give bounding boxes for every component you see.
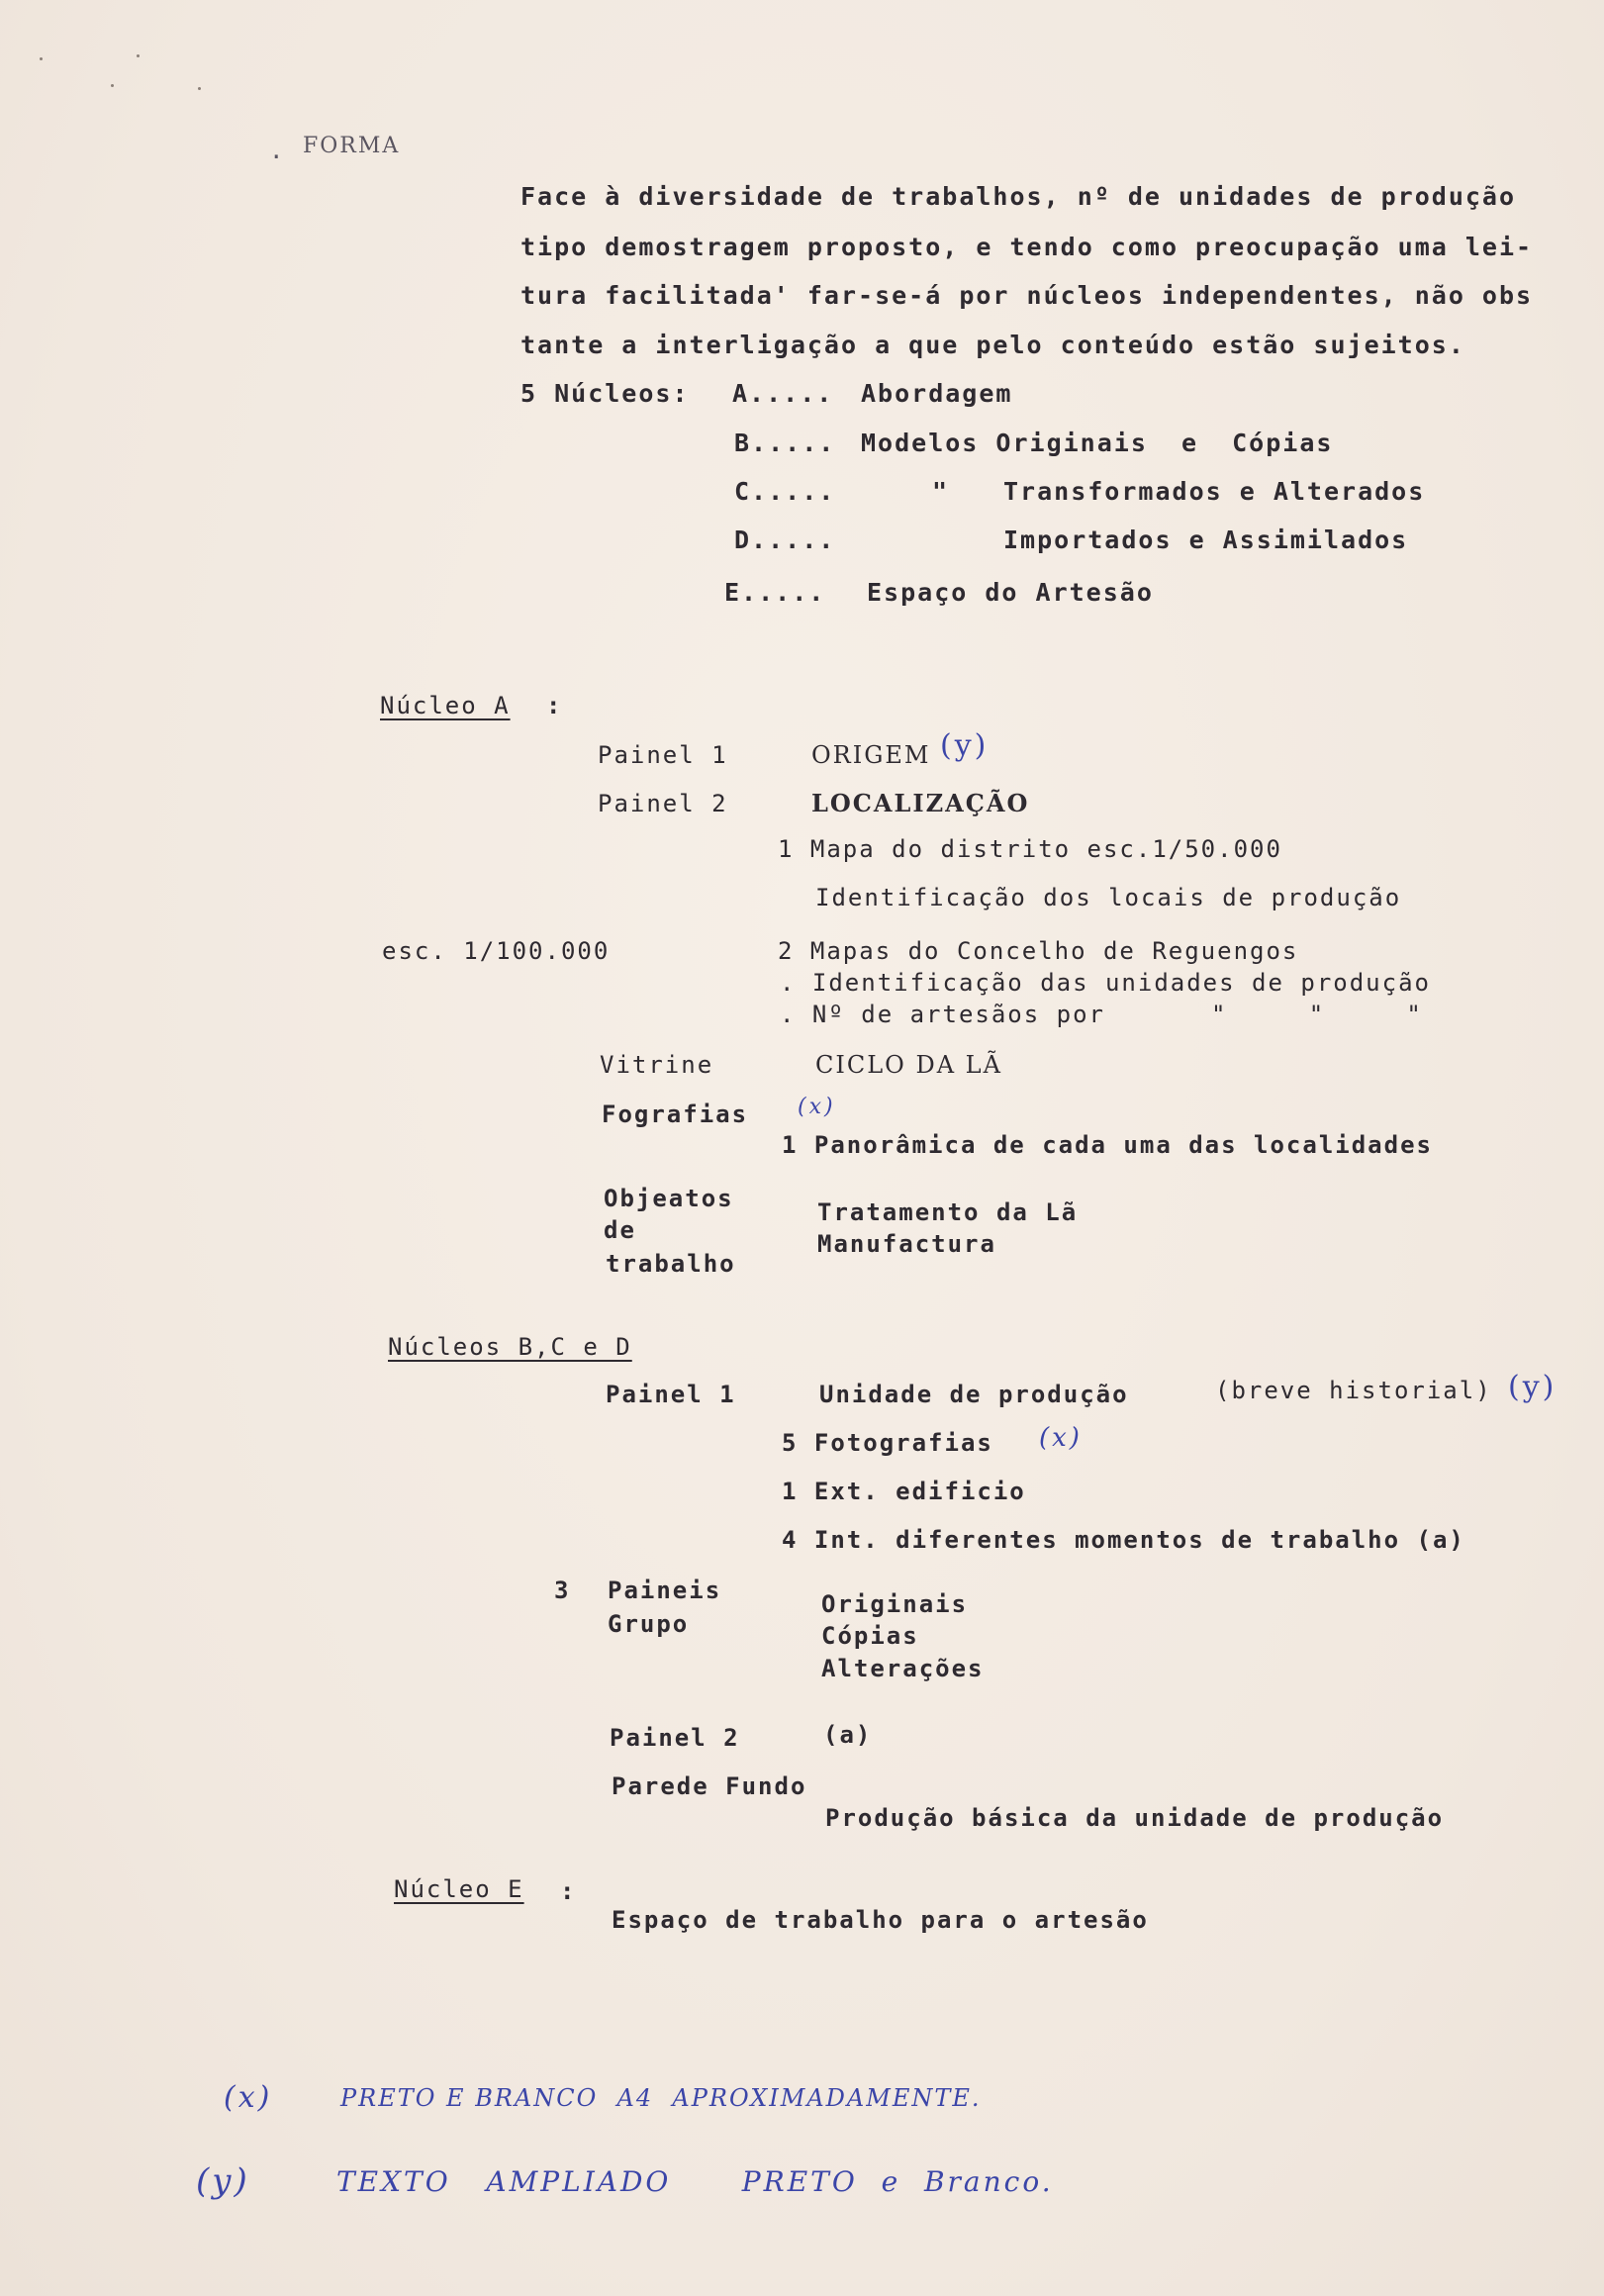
objetos-text: Manufactura — [817, 1230, 996, 1258]
grupo-item: Originais — [821, 1590, 969, 1618]
nucleo-text: Espaço do Artesão — [867, 578, 1154, 607]
handwritten-note-x: (x) — [798, 1095, 836, 1119]
handwritten-note-y: (y) — [1508, 1370, 1557, 1404]
paper-speck — [40, 57, 43, 60]
nucleo-key: B..... — [734, 429, 836, 457]
intro-line: tante a interligação a que pelo conteúdo estão sujeitos. — [520, 331, 1465, 359]
int-item: 4 Int. diferentes momentos de trabalho (a) — [782, 1526, 1465, 1554]
grupo-item: Cópias — [821, 1622, 919, 1650]
objetos-text: Tratamento da Lã — [817, 1198, 1079, 1226]
paper-speck — [198, 87, 201, 90]
paineis-label: Grupo — [608, 1610, 690, 1638]
footnote-x-marker: (x) — [224, 2080, 273, 2115]
objetos-label: trabalho — [606, 1250, 736, 1278]
scale-note: esc. 1/100.000 — [382, 937, 611, 965]
nucleo-key: E..... — [724, 578, 826, 607]
nucleo-key: C..... — [734, 477, 836, 506]
nucleo-e-text: Espaço de trabalho para o artesão — [612, 1906, 1149, 1934]
ext-item: 1 Ext. edificio — [782, 1478, 1026, 1505]
footnote-x-text: PRETO E BRANCO A4 APROXIMADAMENTE. — [340, 2084, 982, 2112]
grupo-item: Alterações — [821, 1655, 985, 1682]
map-subitem: . Nº de artesãos por — [780, 1001, 1105, 1028]
nucleo-e-colon: : — [560, 1877, 577, 1905]
map-subitem: Identificação dos locais de produção — [815, 884, 1402, 911]
parede-text: Produção básica da unidade de produção — [825, 1804, 1445, 1832]
paper-speck — [111, 84, 114, 87]
nucleos-bcd-heading: Núcleos B,C e D — [388, 1333, 632, 1361]
foto-label: Fografias — [602, 1100, 749, 1128]
painel-paren: (breve historial) — [1215, 1377, 1492, 1404]
footnote-y-text: TEXTO AMPLIADO PRETO e Branco. — [336, 2165, 1054, 2198]
painel-text: Unidade de produção — [819, 1381, 1129, 1408]
paineis-label: Paineis — [608, 1577, 722, 1604]
foto-text: 1 Panorâmica de cada uma das localidades — [782, 1131, 1433, 1159]
nucleo-text: Modelos Originais e Cópias — [861, 429, 1334, 457]
intro-line: tipo demostragem proposto, e tendo como preocupação uma lei- — [520, 233, 1534, 261]
nucleo-key: A..... — [732, 379, 834, 408]
nucleo-e-heading: Núcleo E — [394, 1875, 524, 1903]
map-item: 2 Mapas do Concelho de Reguengos — [778, 937, 1299, 965]
paineis-count: 3 — [554, 1577, 571, 1604]
fotos-item: 5 Fotografias — [782, 1429, 993, 1457]
nucleo-text: Abordagem — [861, 379, 1013, 408]
nucleo-text: Transformados e Alterados — [1003, 477, 1426, 506]
painel-label: Painel 1 — [606, 1381, 736, 1408]
painel-label: Painel 2 — [598, 790, 728, 817]
painel-label: Painel 1 — [598, 741, 728, 769]
objetos-label: de — [604, 1216, 636, 1244]
intro-line: Face à diversidade de trabalhos, nº de unidades de produção — [520, 182, 1517, 211]
handwritten-note-x: (x) — [1039, 1423, 1083, 1453]
nucleo-key: D..... — [734, 526, 836, 554]
vitrine-text: CICLO DA LÃ — [815, 1051, 1002, 1079]
painel-text: (a) — [823, 1721, 873, 1749]
header-bullet: . — [269, 137, 286, 164]
painel-text: LOCALIZAÇÃO — [811, 789, 1030, 817]
nucleo-a-colon: : — [546, 692, 563, 719]
parede-label: Parede Fundo — [612, 1772, 807, 1800]
painel-text: ORIGEM — [811, 741, 931, 769]
objetos-label: Objeatos — [604, 1185, 734, 1212]
nucleos-list-label: 5 Núcleos: — [520, 379, 690, 408]
nucleo-ditto: " — [932, 477, 950, 506]
map-item: 1 Mapa do distrito esc.1/50.000 — [778, 835, 1282, 863]
section-title: FORMA — [303, 134, 401, 158]
ditto-marks: " " " — [1211, 1001, 1423, 1028]
vitrine-label: Vitrine — [600, 1051, 714, 1079]
nucleo-text: Importados e Assimilados — [1003, 526, 1409, 554]
intro-line: tura facilitada' far-se-á por núcleos independentes, não obs — [520, 281, 1534, 310]
footnote-y-marker: (y) — [196, 2161, 250, 2201]
map-subitem: . Identificação das unidades de produção — [780, 969, 1431, 997]
painel-label: Painel 2 — [610, 1724, 740, 1752]
handwritten-note-y: (y) — [940, 728, 990, 763]
paper-speck — [137, 54, 140, 57]
nucleo-a-heading: Núcleo A — [380, 692, 511, 719]
